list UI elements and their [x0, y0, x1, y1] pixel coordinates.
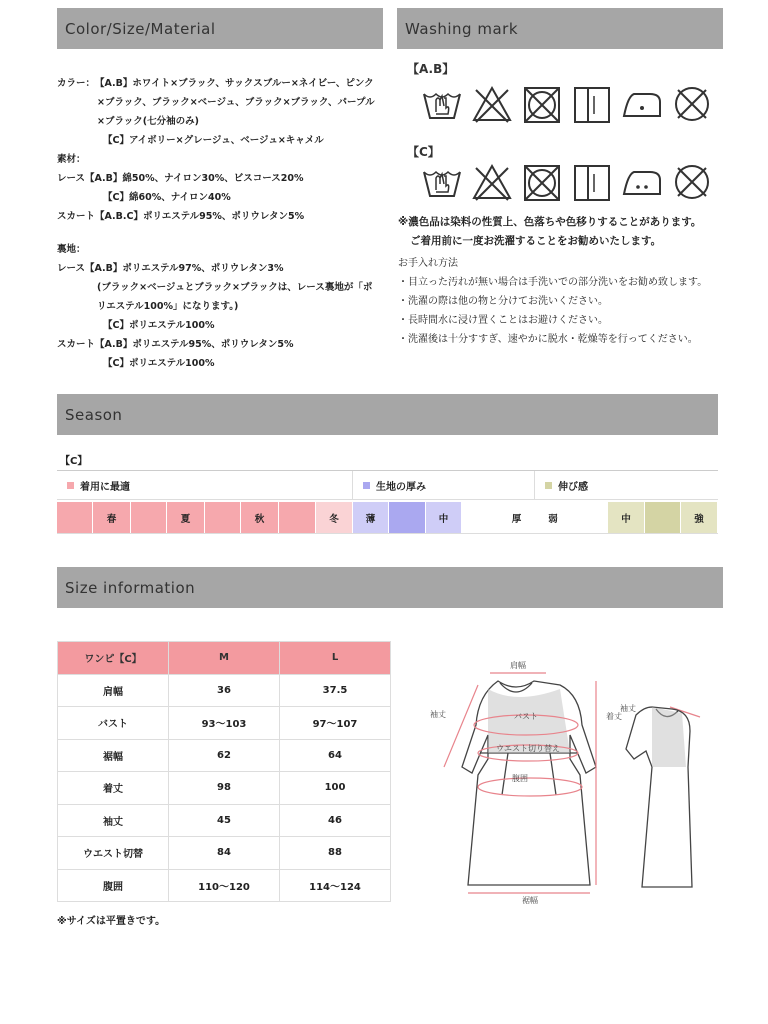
skirt-abc-line: 【A.B.C】ポリエステル95%、ポリウレタン5%: [95, 211, 305, 222]
washing-icons-ab: [420, 84, 714, 124]
garment-measurement-diagram: [420, 655, 720, 905]
value-m: 45: [169, 804, 280, 837]
category-thickness: 生地の厚み: [353, 471, 535, 499]
no-dry-clean-icon: [670, 162, 714, 202]
care-line-1: ・目立った汚れが無い場合は手洗いでの部分洗いをお勧め致します。: [398, 277, 708, 288]
row-label: ウエスト切替: [58, 837, 169, 870]
stretch-cell: [645, 502, 681, 533]
header-size-l: L: [280, 642, 391, 675]
header-size-m: M: [169, 642, 280, 675]
washing-mark-header: Washing mark: [397, 8, 723, 49]
value-m: 36: [169, 674, 280, 707]
care-line-2: ・洗濯の際は他の物と分けてお洗いください。: [398, 296, 608, 307]
season-cell: [131, 502, 167, 533]
lining-lace-c-line: 【C】ポリエステル100%: [103, 320, 215, 331]
row-label: 袖丈: [58, 804, 169, 837]
lining-skirt-ab-line: 【A.B】ポリエステル95%、ポリウレタン5%: [95, 339, 294, 350]
lace-ab-line: 【A.B】綿50%、ナイロン30%、ビスコース20%: [85, 173, 304, 184]
season-category-row: [57, 470, 718, 500]
thickness-cell: [389, 502, 426, 533]
value-l: 97～107: [280, 707, 391, 740]
care-line-4: ・洗濯後は十分すすぎ、速やかに脱水・乾燥等を行ってください。: [398, 334, 698, 345]
value-l: 100: [280, 772, 391, 805]
stretch-cell-weak: 弱: [535, 502, 572, 533]
no-bleach-icon: [470, 162, 514, 202]
row-label: 腹囲: [58, 869, 169, 902]
lace-c-line: 【C】綿60%、ナイロン40%: [103, 192, 231, 203]
season-scale-row: [57, 502, 718, 534]
table-row: [58, 674, 391, 707]
iron-icon: [620, 84, 664, 124]
washing-label-ab: 【A.B】: [407, 62, 455, 76]
label-waist: ウエスト切り替え: [496, 744, 560, 753]
size-note: ※サイズは平置きです。: [57, 916, 166, 927]
hand-wash-icon: [420, 162, 464, 202]
size-table: [57, 641, 391, 902]
label-hem: 裾幅: [522, 896, 538, 905]
no-tumble-dry-icon: [520, 162, 564, 202]
header-item: ワンピ【C】: [58, 642, 169, 675]
row-label: バスト: [58, 707, 169, 740]
value-l: 46: [280, 804, 391, 837]
table-row: [58, 707, 391, 740]
table-row: [58, 869, 391, 902]
value-m: 98: [169, 772, 280, 805]
lace-key: レース: [57, 173, 86, 184]
table-row: [58, 804, 391, 837]
size-table-header: [58, 642, 391, 675]
row-label: 裾幅: [58, 739, 169, 772]
lining-note-1: (ブラック×ベージュとブラック×ブラックは、レース裏地が「ポ: [97, 282, 373, 293]
no-tumble-dry-icon: [520, 84, 564, 124]
skirt-key: スカート: [57, 211, 96, 222]
season-variant-label: 【C】: [60, 456, 88, 467]
label-sleeve: 袖丈: [430, 710, 446, 719]
season-cell: [205, 502, 241, 533]
no-bleach-icon: [470, 84, 514, 124]
label-shoulder: 肩幅: [510, 661, 526, 670]
season-cell-winter: 冬: [316, 502, 353, 533]
care-line-3: ・長時間水に浸け置くことはお避けください。: [398, 315, 608, 326]
value-m: 84: [169, 837, 280, 870]
season-cell: [57, 502, 93, 533]
lining-skirt-c-line: 【C】ポリエステル100%: [103, 358, 215, 369]
caution-line-1: ※濃色品は染料の性質上、色落ちや色移りすることがあります。: [398, 216, 702, 228]
value-l: 88: [280, 837, 391, 870]
color-line-3: ×ブラック(七分袖のみ): [97, 116, 199, 127]
lining-skirt-key: スカート: [57, 339, 96, 350]
caution-line-2: ご着用前に一度お洗濯することをお勧めいたします。: [410, 235, 662, 247]
care-instructions: [398, 254, 707, 349]
line-dry-icon: [570, 162, 614, 202]
line-dry-icon: [570, 84, 614, 124]
season-header: Season: [57, 394, 718, 435]
value-m: 110～120: [169, 869, 280, 902]
thickness-cell-thin: 薄: [353, 502, 389, 533]
color-ab-line: 【A.B】ホワイト×ブラック、サックスブルー×ネイビー、ピンク: [95, 78, 374, 89]
lining-lace-ab-line: 【A.B】ポリエステル97%、ポリウレタン3%: [85, 263, 284, 274]
table-row: [58, 739, 391, 772]
stretch-cell-strong: 強: [681, 502, 718, 533]
category-season: 着用に最適: [57, 471, 353, 499]
no-dry-clean-icon: [670, 84, 714, 124]
value-m: 93～103: [169, 707, 280, 740]
label-belly: 腹囲: [512, 774, 528, 783]
lining-lace-key: レース: [57, 263, 86, 274]
washing-label-c: 【C】: [407, 145, 440, 159]
iron-low-icon: [620, 162, 664, 202]
value-l: 64: [280, 739, 391, 772]
material-text-block: [57, 74, 392, 373]
washing-icons-c: [420, 162, 714, 202]
stretch-cell: [572, 502, 608, 533]
material-heading: 素材：: [57, 154, 86, 165]
table-row: [58, 772, 391, 805]
thickness-cell: [462, 502, 499, 533]
hand-wash-icon: [420, 84, 464, 124]
color-caution-note: [398, 213, 701, 251]
season-cell-summer: 夏: [167, 502, 205, 533]
table-row: [58, 837, 391, 870]
row-label: 着丈: [58, 772, 169, 805]
season-cell: [279, 502, 316, 533]
season-cell-spring: 春: [93, 502, 131, 533]
category-stretch: 伸び感: [535, 471, 718, 499]
stretch-cell-mid: 中: [608, 502, 645, 533]
value-l: 114～124: [280, 869, 391, 902]
size-information-header: Size information: [57, 567, 723, 608]
row-label: 肩幅: [58, 674, 169, 707]
thickness-cell-thick: 厚: [499, 502, 535, 533]
care-heading: お手入れ方法: [398, 258, 458, 269]
value-l: 37.5: [280, 674, 391, 707]
label-bust: バスト: [514, 712, 538, 721]
label-sleeve-short: 袖丈: [620, 704, 636, 713]
color-key: カラー：: [57, 78, 96, 89]
color-c-line: 【C】アイボリー×グレージュ、ベージュ×キャメル: [103, 135, 324, 146]
color-size-material-header: Color/Size/Material: [57, 8, 383, 49]
value-m: 62: [169, 739, 280, 772]
thickness-cell-mid: 中: [426, 502, 462, 533]
color-line-2: ×ブラック、ブラック×ベージュ、ブラック×ブラック、パープル: [97, 97, 375, 108]
season-cell-autumn: 秋: [241, 502, 279, 533]
lining-heading: 裏地：: [57, 244, 86, 255]
label-length: 着丈: [606, 712, 622, 721]
lining-note-2: リエステル100%」になります。): [97, 301, 239, 312]
